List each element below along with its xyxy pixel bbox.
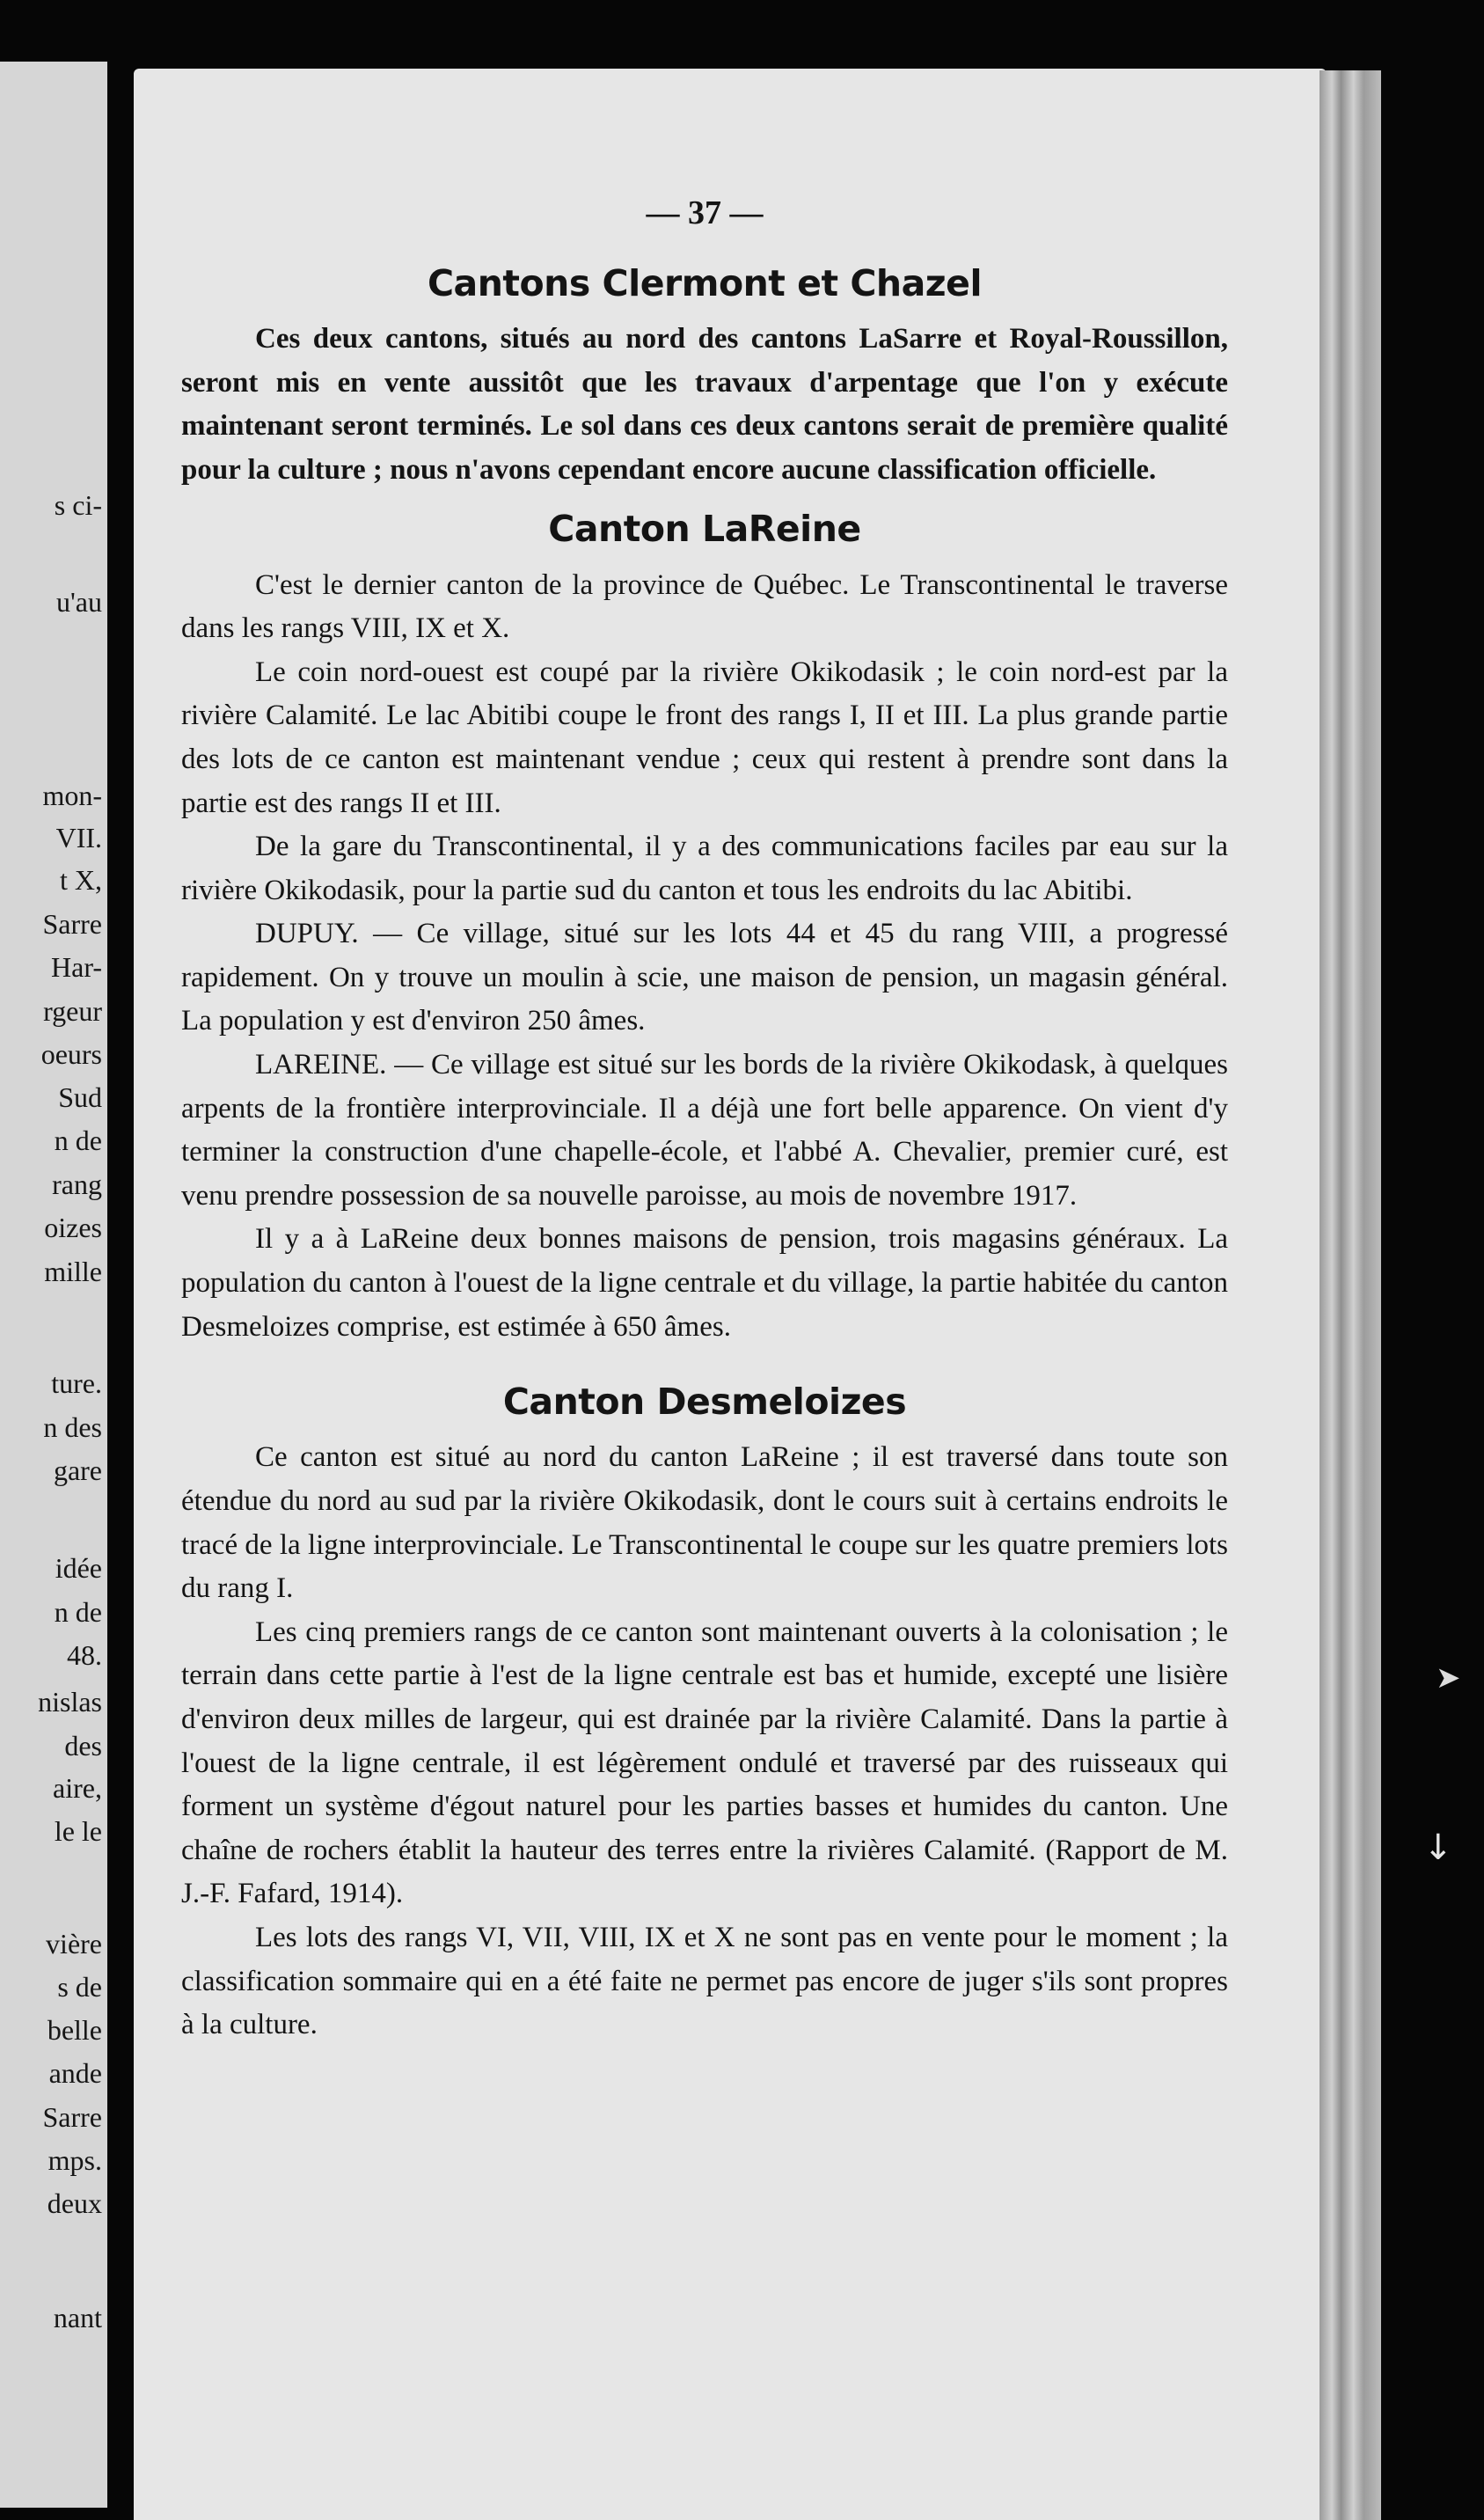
previous-page-fragment: u'au bbox=[56, 586, 102, 618]
section-clermont-chazel bbox=[181, 262, 1228, 493]
previous-page-fragment: Sarre bbox=[42, 908, 102, 940]
previous-page-fragment: n de bbox=[54, 1596, 102, 1628]
previous-page-fragment: rang bbox=[52, 1168, 102, 1200]
previous-page-fragment: Sarre bbox=[42, 2101, 102, 2133]
previous-page-strip bbox=[0, 62, 107, 2508]
previous-page-fragment: Har- bbox=[51, 951, 102, 983]
paragraph: Il y a à LaReine deux bonnes maisons de pension, trois magasins généraux. La population du canton à l'ouest de la ligne centrale et du village, la partie habitée du canton Desmeloizes comprise, est estimée à 650 âmes. bbox=[181, 1223, 1228, 1343]
arrow-mark-icon: ↓ bbox=[1423, 1828, 1453, 1868]
arrow-mark-icon: ➤ bbox=[1436, 1660, 1461, 1696]
section-title: Canton LaReine bbox=[548, 508, 861, 551]
section-lareine bbox=[181, 508, 1228, 1349]
previous-page-fragment: gare bbox=[53, 1454, 102, 1486]
paragraph: DUPUY. — Ce village, situé sur les lots 44 et 45 du rang VIII, a progressé rapidement. On y trouve un moulin à scie, une maison de pension, un magasin général. La population y est d'environ 250 âmes. bbox=[181, 918, 1228, 1037]
previous-page-fragment: oizes bbox=[44, 1212, 102, 1243]
previous-page-fragment: nislas bbox=[38, 1686, 102, 1718]
previous-page-fragment: 48. bbox=[67, 1639, 102, 1671]
previous-page-fragment: ture. bbox=[51, 1367, 102, 1399]
previous-page-fragment: oeurs bbox=[40, 1038, 102, 1070]
previous-page-fragment: idée bbox=[55, 1552, 102, 1584]
section-desmeloizes bbox=[181, 1381, 1228, 2048]
previous-page-fragment: rgeur bbox=[43, 995, 102, 1027]
previous-page-fragment: vière bbox=[46, 1928, 102, 1960]
section-title: Cantons Clermont et Chazel bbox=[427, 261, 983, 304]
page-number: — 37 — bbox=[646, 194, 764, 231]
previous-page-fragment: nant bbox=[53, 2302, 102, 2333]
previous-page-fragment: le le bbox=[54, 1815, 102, 1847]
paragraph: Les lots des rangs VI, VII, VIII, IX et X ne sont pas en vente pour le moment ; la classification sommaire qui en a été faite ne permet pas encore de juger s'ils sont propres à la culture. bbox=[181, 1921, 1228, 2041]
previous-page-fragment: t X, bbox=[60, 864, 102, 896]
previous-page-fragment: n de bbox=[54, 1124, 102, 1156]
previous-page-fragment: ande bbox=[48, 2057, 102, 2089]
paragraph: De la gare du Transcontinental, il y a des communications faciles par eau sur la rivière Okikodasik, pour la partie sud du canton et tous les endroits du lac Abitibi. bbox=[181, 831, 1228, 906]
previous-page-fragment: s ci- bbox=[54, 489, 102, 521]
paragraph: C'est le dernier canton de la province de Québec. Le Transcontinental le traverse dans les rangs VIII, IX et X. bbox=[181, 568, 1228, 645]
previous-page-fragment: deux bbox=[47, 2187, 102, 2219]
previous-page-fragment: n des bbox=[43, 1411, 102, 1443]
previous-page-fragment: des bbox=[64, 1730, 102, 1762]
section-title: Canton Desmeloizes bbox=[502, 1381, 907, 1424]
page-content bbox=[181, 195, 1228, 2048]
previous-page-fragment: belle bbox=[47, 2014, 102, 2046]
paragraph: Le coin nord-ouest est coupé par la rivière Okikodasik ; le coin nord-est par la rivière Calamité. Le lac Abitibi coupe le front des rangs I, II et III. La plus grande partie des lots de ce canton est maintenant vendue ; ceux qui restent à prendre sont dans la partie est des rangs II et III. bbox=[181, 656, 1228, 819]
page-edge-stack bbox=[1320, 70, 1381, 2520]
previous-page-fragment: mon- bbox=[42, 780, 102, 811]
previous-page-fragment: aire, bbox=[53, 1772, 102, 1804]
previous-page-fragment: mille bbox=[44, 1256, 102, 1287]
paragraph: Les cinq premiers rangs de ce canton sont maintenant ouverts à la colonisation ; le terrain dans cette partie à l'est de la ligne centrale est bas et humide, excepté une lisière d'environ deux milles de largeur, qui est drainée par la rivière Calamité. Dans la partie à l'ouest de la ligne centrale, il est légèrement ondulé et traversé par des ruisseaux qui forment un système d'égout naturel pour les parties basses et humides du canton. Une chaîne de rochers établit la hauteur des terres entre la rivières Calamité. (Rapport de M. J.-F. Fafard, 1914). bbox=[181, 1615, 1228, 1910]
previous-page-fragment: VII. bbox=[55, 822, 102, 853]
paragraph: Ce canton est situé au nord du canton LaReine ; il est traversé dans toute son étendue du nord au sud par la rivière Okikodasik, dont le cours suit à certains endroits le tracé de la ligne interprovinciale. Le Transcontinental le coupe sur les quatre premiers lots du rang I. bbox=[181, 1441, 1228, 1605]
paragraph: Ces deux cantons, situés au nord des cantons LaSarre et Royal-Roussillon, seront mis en vente aussitôt que les travaux d'arpentage que l'on y exécute maintenant seront terminés. Le sol dans ces deux cantons serait de première qualité pour la culture ; nous n'avons cependant encore aucune classification officielle. bbox=[181, 322, 1228, 486]
previous-page-fragment: Sud bbox=[58, 1081, 102, 1113]
paragraph: LAREINE. — Ce village est situé sur les bords de la rivière Okikodask, à quelques arpents de la frontière interprovinciale. Il a déjà une fort belle apparence. On vient d'y terminer la construction d'une chapelle-école, et l'abbé A. Chevalier, premier curé, est venu prendre possession de sa nouvelle paroisse, au mois de novembre 1917. bbox=[181, 1049, 1228, 1212]
previous-page-fragment: mps. bbox=[48, 2144, 102, 2176]
previous-page-fragment: s de bbox=[57, 1971, 102, 2003]
